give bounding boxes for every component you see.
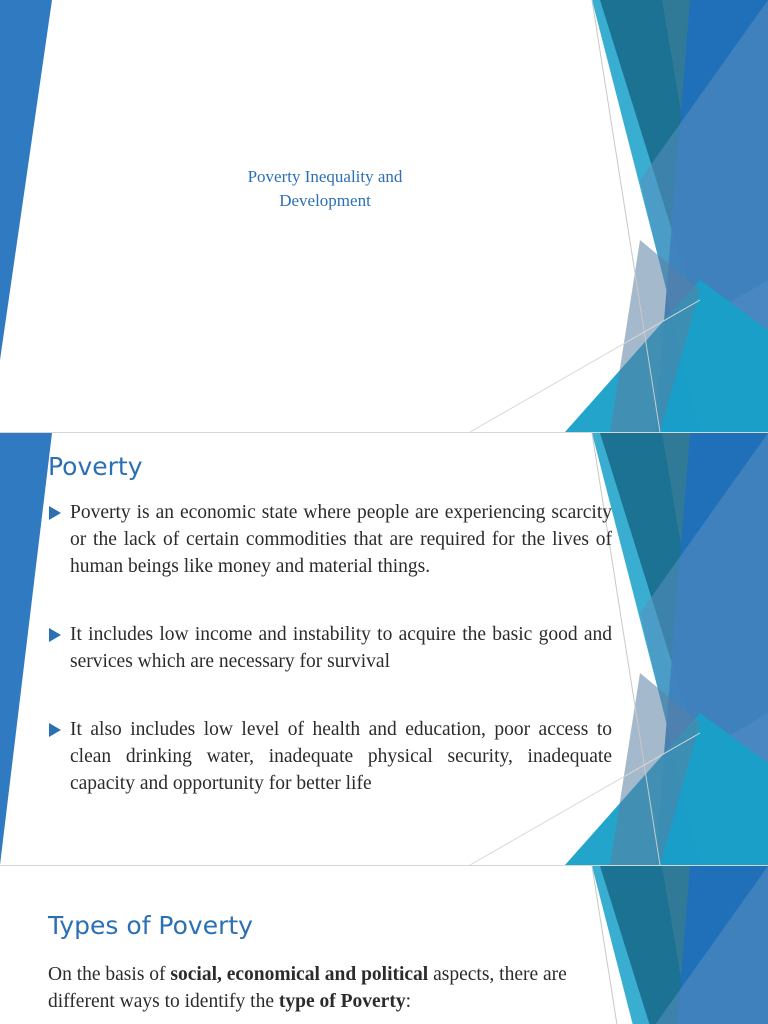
bullet-triangle-icon xyxy=(49,506,61,520)
slide-heading: Types of Poverty xyxy=(48,911,253,940)
bullet-item xyxy=(48,716,612,797)
bullet-text: It also includes low level of health and education, poor access to clean drinking water, inadequate physical security, inadequate capacity and opportunity for better life xyxy=(70,719,612,794)
intro-bold-2: type of Poverty xyxy=(278,991,406,1012)
title-line-2: Development xyxy=(279,191,371,210)
bullet-list xyxy=(48,499,612,797)
title-line-1: Poverty Inequality and xyxy=(247,167,403,186)
bullet-triangle-icon xyxy=(49,723,61,737)
slide-poverty xyxy=(0,433,768,865)
intro-text-3: : xyxy=(405,991,411,1012)
intro-paragraph xyxy=(48,961,568,1015)
intro-bold-1: social, economical and political xyxy=(170,964,429,985)
slide-heading: Poverty xyxy=(48,452,143,481)
slide-types-of-poverty xyxy=(0,866,768,1024)
decorative-shapes-slide-1 xyxy=(0,0,768,432)
bullet-triangle-icon xyxy=(49,628,61,642)
bullet-text: Poverty is an economic state where people are experiencing scarcity or the lack of certain commodities that are required for the lives of human beings like money and material things. xyxy=(70,502,612,577)
bullet-item xyxy=(48,621,612,675)
bullet-item xyxy=(48,499,612,580)
bullet-text: It includes low income and instability to acquire the basic good and services which are necessary for survival xyxy=(70,624,612,672)
slide-title xyxy=(0,0,768,432)
slide-title-text xyxy=(200,165,450,213)
intro-text-1: On the basis of xyxy=(48,964,171,985)
intro-text-2: aspects, there are different ways to identify the xyxy=(48,964,567,1012)
